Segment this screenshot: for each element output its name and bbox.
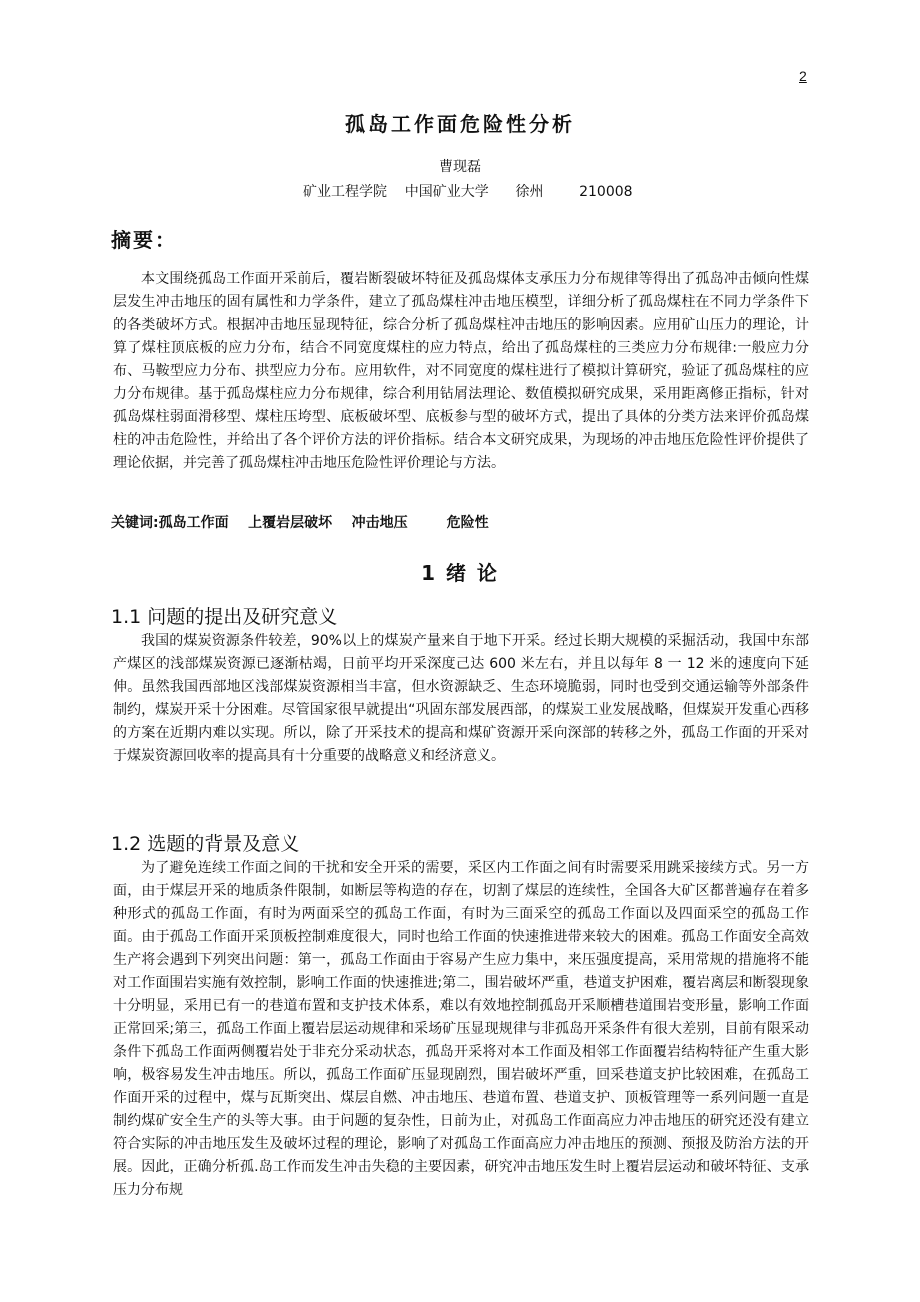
author: 曹现磊: [439, 159, 481, 175]
affiliation: 矿业工程学院 中国矿业大学 徐州 210008: [303, 184, 633, 200]
abstract-text: 本文围绕孤岛工作面开采前后，覆岩断裂破坏特征及孤岛煤体支承压力分布规律等得出了孤岛冲击倾向性煤层发生冲击地压的固有属性和力学条件，建立了孤岛煤柱冲击地压模型，详细分析了孤岛煤柱在不同力学条件下的各类破坏方式。根据冲击地压显现特征，综合分析了孤岛煤柱冲击地压的影响因素。应用矿山压力的理论，计算了煤柱顶底板的应力分布，结合不同宽度煤柱的应力特点，给出了孤岛煤柱的三类应力分布规律:一般应力分布、马鞍型应力分布、拱型应力分布。应用软件，对不同宽度的煤柱进行了模拟计算研究，验证了孤岛煤柱的应力分布规律。基于孤岛煤柱应力分布规律，综合利用钻屑法理论、数值模拟研究成果，采用距离修正指标，针对孤岛煤柱弱面滑移型、煤柱压垮型、底板破坏型、底板参与型的破坏方式，提出了具体的分类方法来评价孤岛煤柱的冲击危险性，并给出了各个评价方法的评价指标。结合本文研究成果，为现场的冲击地压危险性评价提供了理论依据，并完善了孤岛煤柱冲击地压危险性评价理论与方法。: [113, 271, 809, 471]
section-heading: 1.2 选题的背景及意义: [111, 833, 300, 855]
section-text: 我国的煤炭资源条件较差，90%以上的煤炭产量来自于地下开采。经过长期大规模的采掘活动，我国中东部产煤区的浅部煤炭资源已逐渐枯竭，日前平均开采深度己达 600 米左右，并且以每年 8 一 12 米的速度向下延伸。虽然我国西部地区浅部煤炭资源相当丰富，但水资源缺乏、生态环境脆弱，同时也受到交通运输等外部条件制约，煤炭开采十分困难。尽管国家很早就提出“巩固东部发展西部，的煤炭工业发展战略，但煤炭开发重心西移的方案在近期内难以实现。所以，除了开采技术的提高和煤矿资源开采向深部的转移之外，孤岛工作面的开采对于煤炭资源回收率的提高具有十分重要的战略意义和经济意义。: [113, 633, 809, 764]
section-heading: 1.1 问题的提出及研究意义: [111, 606, 338, 628]
section-text: 为了避免连续工作面之间的干扰和安全开采的需要，采区内工作面之间有时需要采用跳采接续方式。另一方面，由于煤层开采的地质条件限制，如断层等构造的存在，切割了煤层的连续性，全国各大矿区都普遍存在着多种形式的孤岛工作面，有时为两面采空的孤岛工作面，有时为三面采空的孤岛工作面以及四面采空的孤岛工作面。由于孤岛工作面开采顶板控制难度很大，同时也给工作面的快速推进带来较大的困难。孤岛工作面安全高效生产将会遇到下列突出问题：第一，孤岛工作面由于容易产生应力集中，来压强度提高，采用常规的措施将不能对工作面围岩实施有效控制，影响工作面的快速推进;第二，围岩破坏严重，巷道支护困难，覆岩离层和断裂现象十分明显，采用已有一的巷道布置和支护技术体系，难以有效地控制孤岛开采顺槽巷道围岩变形量，影响工作面正常回采;第三，孤岛工作面上覆岩层运动规律和采场矿压显现规律与非孤岛开采条件有很大差别，目前有限采动条件下孤岛工作面两侧覆岩处于非充分采动状态，孤岛开采将对本工作面及相邻工作面覆岩结构特征产生重大影响，极容易发生冲击地压。所以，孤岛工作面矿压显现剧烈，围岩破坏严重，回采巷道支护比较困难，在孤岛工作面开采的过程中，煤与瓦斯突出、煤层自燃、冲击地压、巷道布置、巷道支护、顶板管理等一系列问题一直是制约煤矿安全生产的头等大事。由于问题的复杂性，日前为止，对孤岛工作面高应力冲击地压的研究还没有建立符合实际的冲击地压发生及破坏过程的理论，影响了对孤岛工作面高应力冲击地压的预测、预报及防治方法的开展。因此，正确分析孤.岛工作而发生冲击失稳的主要因素，研究冲击地压发生时上覆岩层运动和破坏特征、支承压力分布规: [113, 860, 809, 1198]
keywords: 关键词:孤岛工作面 上覆岩层破坏 冲击地压 危险性: [111, 515, 489, 531]
abstract-heading: 摘要：: [111, 228, 177, 252]
page-number: 2: [799, 68, 807, 84]
paper-title: 孤岛工作面危险性分析: [345, 112, 575, 136]
chapter-heading: 1 绪 论: [421, 561, 499, 585]
